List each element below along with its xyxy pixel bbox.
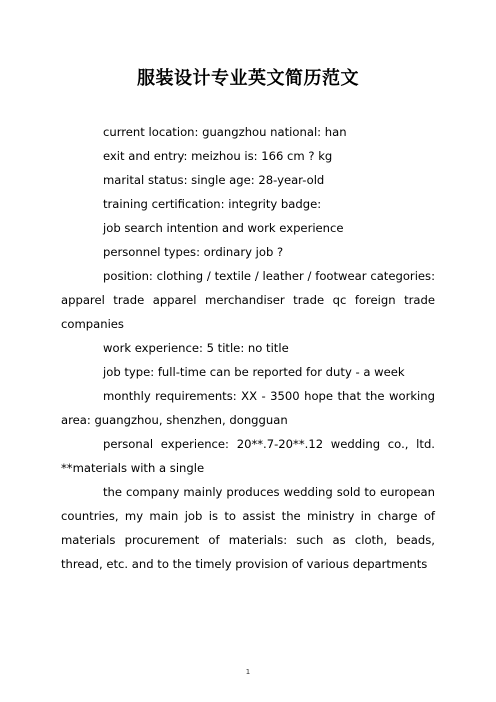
paragraph-work-experience: work experience: 5 title: no title [103, 341, 289, 355]
document-title: 服装设计专业英文简历范文 [137, 68, 359, 89]
paragraph-personnel-types: personnel types: ordinary job ? [103, 245, 284, 259]
paragraph-job-type: job type: full-time can be reported for duty - a week [103, 365, 405, 379]
paragraph-marital-status: marital status: single age: 28-year-old [103, 173, 325, 187]
paragraph-current-location: current location: guangzhou national: han [103, 125, 347, 139]
page-number: 1 [245, 668, 251, 676]
paragraph-monthly-requirements: monthly requirements: XX - 3500 hope that the working area: guangzhou, shenzhen, dongguan [61, 389, 435, 427]
paragraph-job-search-intention: job search intention and work experience [103, 221, 344, 235]
paragraph-training-certification: training certification: integrity badge: [103, 197, 322, 211]
paragraph-exit-entry: exit and entry: meizhou is: 166 cm ? kg [103, 149, 333, 163]
paragraph-position: position: clothing / textile / leather / footwear categories: apparel trade apparel merchandiser trade qc foreign trade companies [61, 269, 435, 331]
paragraph-personal-experience: personal experience: 20**.7-20**.12 wedding co., ltd. **materials with a single [61, 437, 435, 475]
paragraph-company-description: the company mainly produces wedding sold to european countries, my main job is to assist the ministry in charge of materials procurement of materials: such as cloth, beads, thread, etc. and to the timely provision of various departments [61, 485, 435, 571]
document-body [61, 120, 435, 576]
